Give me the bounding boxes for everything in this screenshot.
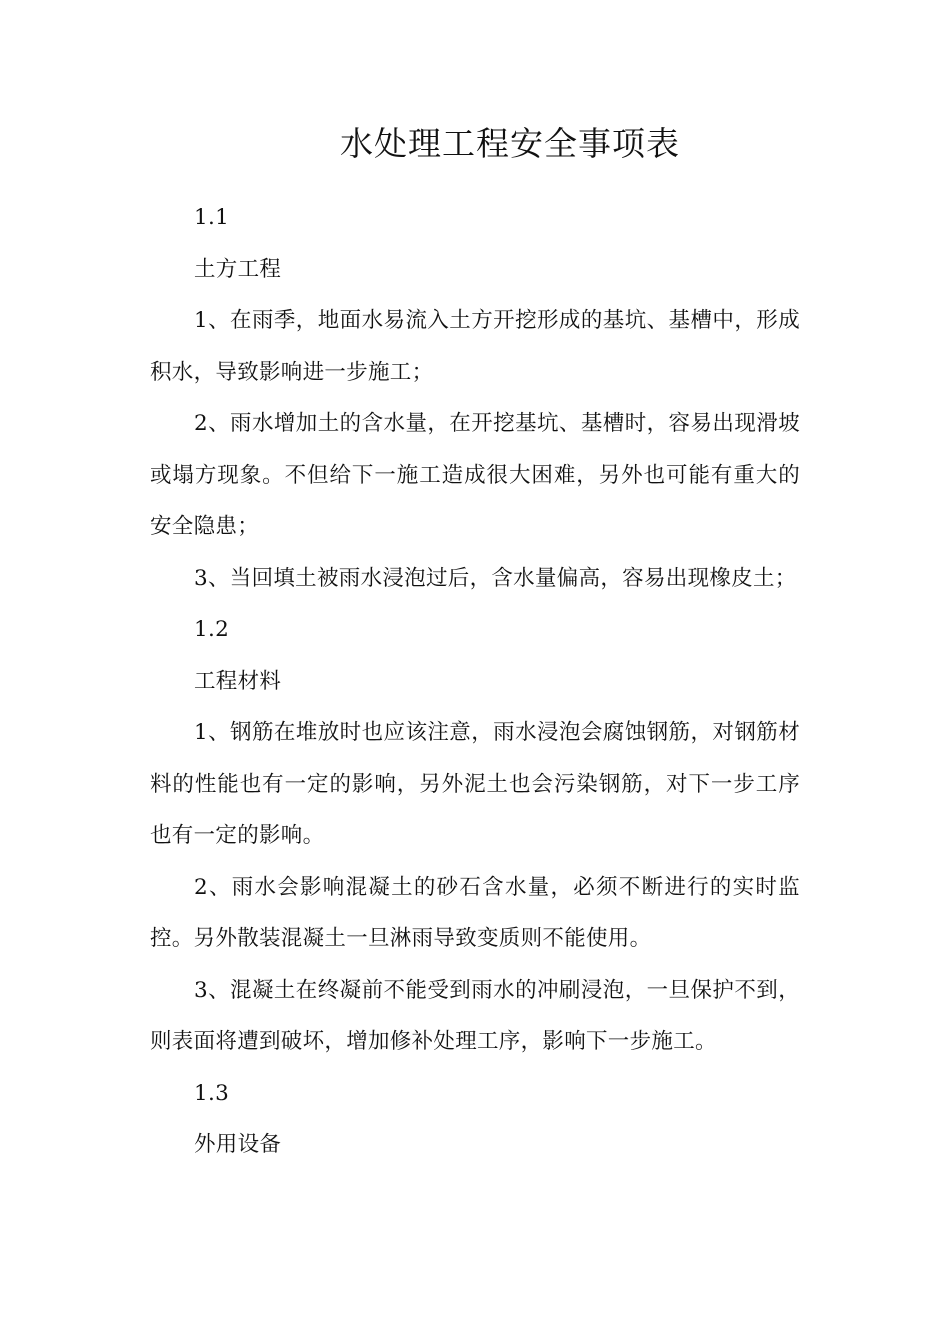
paragraph-earthwork-1: 1、在雨季，地面水易流入土方开挖形成的基坑、基槽中，形成积水，导致影响进一步施工； [150, 308, 800, 385]
paragraph-materials-2: 2、雨水会影响混凝土的砂石含水量，必须不断进行的实时监控。另外散装混凝土一旦淋雨导致变质则不能使用。 [150, 874, 800, 951]
section-number-1-3: 1.3 [194, 1080, 230, 1106]
paragraph-materials-3: 3、混凝土在终凝前不能受到雨水的冲刷浸泡，一旦保护不到，则表面将遭到破坏，增加修补处理工序，影响下一步施工。 [150, 977, 800, 1054]
document-title-text: 水处理工程安全事项表 [340, 124, 680, 163]
paragraph-earthwork-3: 3、当回填土被雨水浸泡过后，含水量偏高，容易出现橡皮土； [194, 565, 797, 591]
section-heading-equipment: 外用设备 [194, 1132, 282, 1157]
section-heading-earthwork: 土方工程 [194, 256, 282, 282]
section-number-1-2: 1.2 [194, 617, 230, 642]
document-body [150, 192, 800, 1171]
section-number-1-1: 1.1 [194, 205, 230, 230]
section-heading-materials: 工程材料 [194, 668, 282, 694]
document-title [0, 118, 950, 170]
paragraph-materials-1: 1、钢筋在堆放时也应该注意，雨水浸泡会腐蚀钢筋，对钢筋材料的性能也有一定的影响，另外泥土也会污染钢筋，对下一步工序也有一定的影响。 [150, 720, 800, 848]
paragraph-earthwork-2: 2、雨水增加土的含水量，在开挖基坑、基槽时，容易出现滑坡或塌方现象。不但给下一施工造成很大困难，另外也可能有重大的安全隐患； [150, 411, 800, 539]
